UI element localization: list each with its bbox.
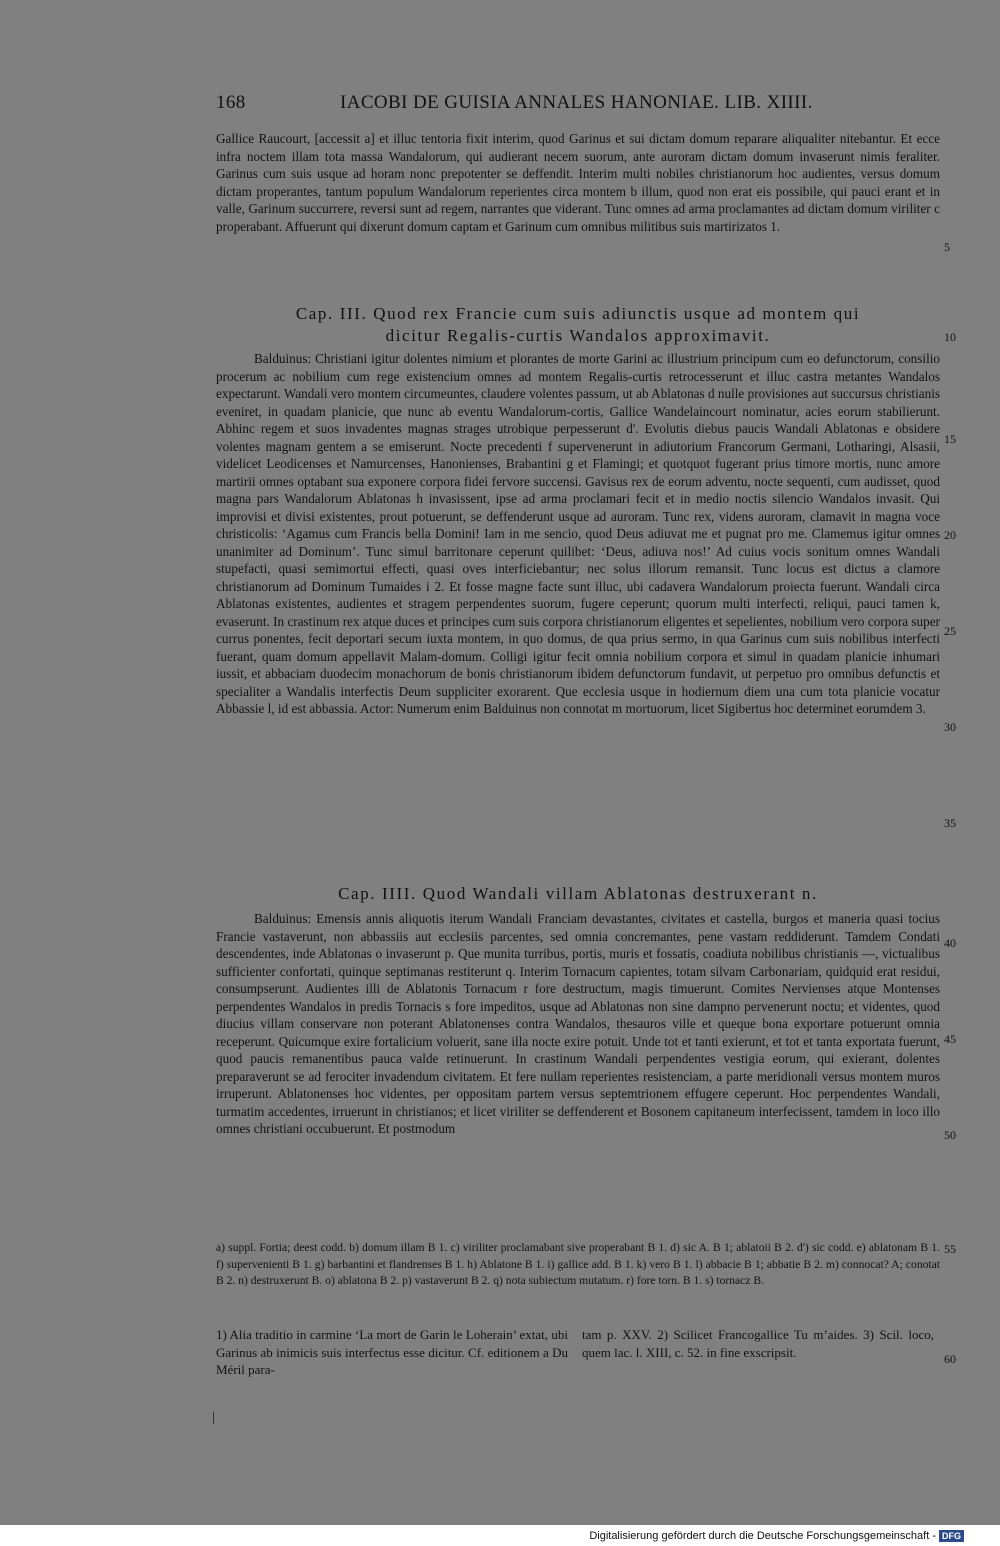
footnote-column-right: tam p. XXV. 2) Scilicet Francogallice Tu m’aides. 3) Scil. loco, quem lac. l. XIII, c. 52. in fine exscripsit.: [582, 1327, 934, 1360]
paragraph-3-text: Balduinus: Emensis annis aliquotis iterum Wandali Franciam devastantes, civitates et castella, burgos et maneria quasi tocius Francie vastaverunt, non abbassiis aut ecclesiis parcentes, sed omnia concremantes, pene vastam reddiderunt. Tamdem Condati descendentes, inde Ablatonas o invaserunt p. Que munita turribus, portis, muris et fossatis, coadiuta nobilibus christianis —, victualibus sufficienter confortati, quinque septimanas restiterunt q. Interim Tornacum capientes, totam silvam Carbonariam, quidquid erat residui, consumpserunt. Audientes illi de Ablatonis Tornacum r fore destructum, magis timuerunt. Comites Nervienses atque Montenses perpendentes Wandalos in predis Tornacis s fore impeditos, usque ad Ablatonas non sine dampno pervenerunt noctu; et videntes, quod diucius villam conservare non poterant Ablatonenses contra Wandalos, thesauros ville et queque bona exportare potuerunt omnia receperunt. Quicumque exire fortalicium voluerit, sane illa nocte exire potuit. Unde tot et tanti exierunt, et tot et tanta exportata fuerunt, quod paucis remanentibus pauca valde retinuerunt. In crastinum Wandali perpendentes vestigia eorum, qui exierant, dolentes preparaverunt se ad ferociter invadendum civitatem. Et fere nullam reperientes resistenciam, a parte meridionali versus montem muros irruperunt. Ablatonenses hoc videntes, per oppositam partem versus septemtrionem effugere ceperunt. Hoc perpendentes Wandali, turmatim accedentes, irruerunt in christianos; et licet viriliter se deffenderent et Bosonem capitaneum interfecissent, tamdem in loco illo omnes christiani occubuerunt. Et postmodum: [216, 911, 940, 1136]
chapter-3-heading-line-1: Cap. III. Quod rex Francie cum suis adiunctis usque ad montem qui: [295, 304, 861, 323]
line-number: 5: [944, 240, 950, 254]
page-number: 168: [216, 92, 246, 113]
footnote-column-left: 1) Alia traditio in carmine ‘La mort de Garin le Loherain’ extat, ubi Garinus ab inimicis suis interfectus esse dicitur. Cf. editionem a Du Méril para-: [216, 1327, 568, 1377]
line-number: 50: [944, 1128, 956, 1142]
line-number: 55: [944, 1242, 956, 1256]
line-number: 30: [944, 720, 956, 734]
page-header: [216, 92, 956, 120]
dfg-logo: DFG: [939, 1530, 964, 1542]
footer-credit: [589, 1530, 964, 1542]
running-title: IACOBI DE GUISIA ANNALES HANONIAE. LIB. XIIII.: [340, 92, 813, 113]
line-number: 45: [944, 1032, 956, 1046]
footer-text: Digitalisierung gefördert durch die Deutsche Forschungsgemeinschaft -: [589, 1530, 936, 1542]
line-number: 60: [944, 1352, 956, 1366]
line-number: 10: [944, 330, 956, 344]
paragraph-3: [216, 910, 940, 1138]
line-number: 20: [944, 528, 956, 542]
line-number: 35: [944, 816, 956, 830]
margin-mark: [213, 1412, 214, 1424]
line-number: 15: [944, 432, 956, 446]
paragraph-2-text: Balduinus: Christiani igitur dolentes nimium et plorantes de morte Garini ac illustrium principum cum eo defunctorum, consilio procerum ac nobilium cum rege existencium omnes ad montem Regalis-curtis retrocesserunt et illuc castra metantes Wandalos expectarunt. Wandali vero montem circumeuntes, claudere volentes passum, ut ab Ablatonas d nulle provisiones aut succursus christianis eveniret, in quadam planicie, que nunc ab eventu Wandalorum-cortis, Gallice Wandelaincourt nominatur, acies eorum stabilierunt. Abhinc regem et suos invadentes magnas strages utrobique perpesserunt d'. Evolutis diebus paucis Wandali Ablatonas e obsidere volentes magnam gentem a se emiserunt. Nocte precedenti f supervenerunt in adiutorium Francorum Germani, Lotharingi, Alsasii, videlicet Leodicenses et Namurcenses, Hanonienses, Brabantini g et Flamingi; et quotquot fugerant prius timore mortis, nunc amore martirii omnes optabant sua exponere corpora fidei fervore succensi. Gavisus rex de eorum adventu, nocte sequenti, cum audisset, quod magna pars Wandalorum Ablatonas h invasissent, ipse ad arma proclamari fecit et in medio noctis silencio Wandalos invasit. Qui improvisi et divisi existentes, prout potuerunt, se deffenderunt usque ad auroram. Tunc rex, videns auroram, clamavit in magna voce christicolis: ‘Agamus cum Francis bella Domini! Iam in me sencio, quod Deus adiuvat me et pugnat pro me. Clamemus igitur omnes unanimiter ad Dominum’. Tunc simul barritonare ceperunt quilibet: ‘Deus, adiuva nos!’ Ad cuius vocis sonitum omnes Wandali stupefacti, quasi semimortui effecti, quasi oves interficiebantur; nec solus illorum remansit. Tunc locus est dictus a clamore christianorum ad Dominum Tumaides i 2. Et fosse magne facte sunt illuc, ubi cadavera Wandalorum proiecta fuerunt. Wandali circa Ablatonas existentes, audientes et stragem perpendentes suorum, fugere ceperunt; quorum multi interfecti, reliqui, pauci tamen k, evaserunt. In crastinum rex atque duces et principes cum suis corpora christianorum eligentes et sepelientes, nobilium vero corpora super currus ponentes, fecit deportari secum iuxta montem, in quo domus, de qua prius sermo, in qua Garinus cum suis nobilibus interfecti fuerant, quam domum appellavit Malam-domum. Colligi igitur fecit omnia nobilium corpora et simul in quadam planicie inhumari iussit, et abbaciam duodecim monachorum de bonis christianorum ibidem defunctorum fundavit, ut perpetuo pro omnibus defunctis et specialiter a Wandalis interfectis Deum suppliciter exorarent. Que ecclesia usque in hodiernum diem una cum tota planicie vocatur Abbassie l, id est abbassia. Actor: Numerum enim Balduinus non connotat m mortuorum, licet Sigibertus hoc determinet eorumdem 3.: [216, 351, 940, 716]
chapter-4-heading: Cap. IIII. Quod Wandali villam Ablatonas destruxerant n.: [338, 884, 818, 903]
chapter-3-heading-line-2: dicitur Regalis-curtis Wandalos approximavit.: [385, 326, 771, 345]
line-number: 40: [944, 936, 956, 950]
line-number: 25: [944, 624, 956, 638]
paragraph-2: [216, 350, 940, 718]
paragraph-1: Gallice Raucourt, [accessit a] et illuc tentoria fixit interim, quod Garinus et sui dictam domum reparare aliqualiter nitebantur. Et ecce infra noctem illam tota massa Wandalorum, qui audierant necem suorum, ante auroram dictam domum invaserunt nimis feraliter. Garinus cum suis usque ad horam nonc prepotenter se deffendit. Interim multi nobiles christianorum hoc audientes, versus domum dictam properantes, tantum populum Wandalorum reperientes circa montem b illum, quod non erat eis possibile, qui pauci erant et in valle, Garinum succurrere, reversi sunt ad regem, narrantes que viderant. Tunc omnes ad arma proclamantes ad dictam domum viriliter c properabant. Affuerunt qui dixerunt domum captam et Garinum cum omnibus militibus suis martirizatos 1.: [216, 131, 940, 234]
critical-apparatus: a) suppl. Fortia; deest codd. b) domum illam B 1. c) viriliter proclamabant sive properabant B 1. d) sic A. B 1; ablatoii B 2. d') sic codd. e) ablatonam B 1. f) supervenienti B 1. g) barbantini et flandrenses B 1. h) Ablatone B 1. i) gallice add. B 1. k) vero B 1. l) abbacie B 1; abbatie B 2. m) connocat? A; conotat B 2. n) destruxerunt B. o) ablatona B 2. p) vastaverunt B 2. q) nota subiectum mutatum. r) fore torn. B 1. s) tornacz B.: [216, 1241, 940, 1287]
